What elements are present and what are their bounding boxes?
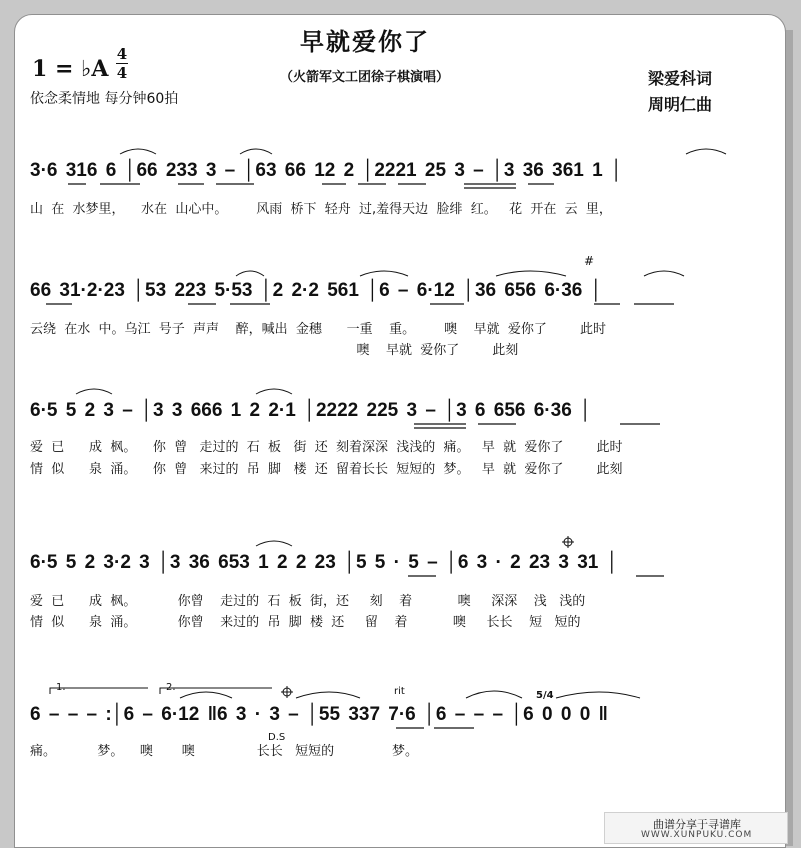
- time-sig-bottom: 4: [116, 64, 128, 82]
- watermark-footer: [604, 812, 788, 844]
- time-change-label: 5/4: [536, 690, 554, 701]
- performer-subtitle: （火箭军文工团徐子棋演唱）: [280, 70, 450, 85]
- notation-row-4: 6·5 5 2 3·2 3 │3 36 653 1 2 2 23 │5 5 · 5 – │6 3 · 2 23 3 31 │: [30, 552, 619, 573]
- lyrics-row-3-verse-1: 爱 已 成 枫。 你 曾 走过的 石 板 街 还 刻着深深 浅浅的 痛。 早 就 爱你了 此时: [30, 440, 623, 455]
- tempo-marking: 依念柔情地 每分钟60拍: [30, 91, 179, 107]
- ritardando-label: rit: [394, 686, 405, 697]
- watermark-site-url: WWW.XUNPUKU.COM: [641, 830, 753, 840]
- sharp-accidental: #: [584, 254, 595, 268]
- notation-row-3: 6·5 5 2 3 – │3 3 666 1 2 2·1 │2222 225 3 – │3 6 656 6·36 │: [30, 400, 592, 421]
- key-signature: 1 = ♭A: [32, 56, 109, 82]
- lyrics-row-2-verse-1: 云绕 在水 中。乌江 号子 声声 醉，喊出 金穗 一重 重。 噢 早就 爱你了 此时: [30, 322, 606, 337]
- lyrics-row-4-verse-1: 爱 已 成 枫。 你曾 走过的 石 板 街，还 刻 着 噢 深深 浅 浅的: [30, 594, 586, 609]
- notation-row-1: 3·6 316 6 │66 233 3 – │63 66 12 2 │2221 25 3 – │3 36 361 1 │: [30, 160, 623, 181]
- lyrics-row-1-verse-1: 山 在 水梦里， 水在 山心中。 风雨 桥下 轻舟 过,羞得天边 脸绯 红。 花 开在 云 里，: [30, 202, 612, 217]
- beam-marks: [46, 184, 674, 728]
- lyricist-credit: 梁爱科词: [648, 69, 713, 88]
- lyrics-row-4-verse-2: 情 似 泉 涌。 你曾 来过的 吊 脚 楼 还 留 着 噢 长长 短 短的: [30, 615, 581, 630]
- composer-credit: 周明仁曲: [648, 95, 713, 114]
- lyrics-row-3-verse-2: 情 似 泉 涌。 你 曾 来过的 吊 脚 楼 还 留着长长 短短的 梦。 早 就 爱你了 此刻: [30, 462, 623, 477]
- volta-1-label: 1.: [56, 682, 66, 693]
- volta-1-bracket: [50, 688, 148, 694]
- song-title: 早就爱你了: [300, 27, 430, 56]
- lyrics-row-2-verse-2: 噢 早就 爱你了 此刻: [30, 343, 519, 358]
- coda-icon-2: [562, 536, 574, 548]
- notation-row-5: 6 – – – :│6 – 6·12 ‖6 3 · 3 – │55 337 7·6 │6 – – – │6 0 0 0 ‖: [30, 704, 609, 725]
- time-sig-top: 4: [116, 45, 128, 63]
- dal-segno-label: D.S: [268, 732, 286, 743]
- watermark-site-name: 曲谱分享于寻谱库: [653, 818, 741, 831]
- coda-icon: [281, 686, 293, 698]
- volta-2-label: 2.: [166, 682, 176, 693]
- lyrics-row-5-verse-1: 痛。 梦。 噢 噢 长长 短短的 梦。: [30, 744, 419, 759]
- notation-row-2: 66 31·2·23 │53 223 5·53 │2 2·2 561 │6 – 6·12 │36 656 6·36 │: [30, 280, 603, 301]
